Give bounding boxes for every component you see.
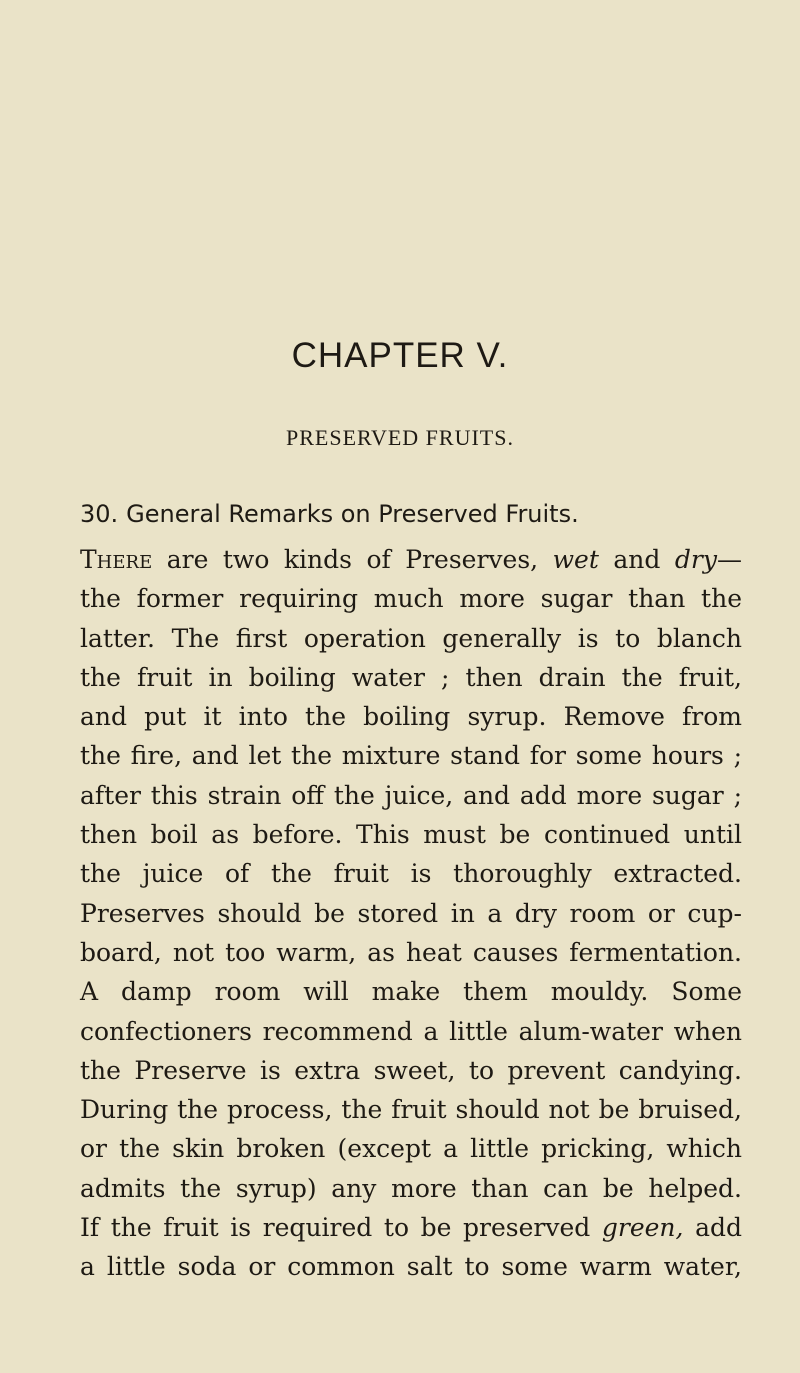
text-run: the fruit in boiling water ; then drain the fruit, bbox=[80, 662, 742, 692]
italic-text: green, bbox=[601, 1213, 684, 1243]
text-run: the fire, and let the mixture stand for some hours ; bbox=[80, 741, 742, 771]
text-run: the Preserve is extra sweet, to prevent candying. bbox=[80, 1055, 742, 1085]
text-run: and bbox=[598, 545, 675, 574]
text-run: admits the syrup) any more than can be helped. bbox=[80, 1173, 742, 1203]
text-line bbox=[80, 697, 742, 736]
text-run: A damp room will make them mouldy. Some bbox=[80, 977, 742, 1007]
text-line bbox=[80, 776, 742, 815]
text-line bbox=[80, 1208, 742, 1247]
chapter-title: CHAPTER V. bbox=[291, 336, 509, 375]
text-run: then boil as before. This must be continued until bbox=[80, 820, 742, 850]
text-run: after this strain off the juice, and add more sugar ; bbox=[80, 780, 742, 810]
text-line bbox=[80, 1012, 742, 1051]
text-line bbox=[80, 579, 742, 618]
subsection-title: General Remarks on Preserved Fruits. bbox=[126, 500, 579, 528]
text-line bbox=[80, 933, 742, 972]
text-line bbox=[80, 854, 742, 893]
text-run: and put it into the boiling syrup. Remove from bbox=[80, 702, 742, 732]
text-line bbox=[80, 658, 742, 697]
text-line bbox=[80, 1129, 742, 1168]
text-run: add bbox=[683, 1213, 742, 1243]
text-line bbox=[80, 619, 742, 658]
text-line bbox=[80, 1051, 742, 1090]
text-run: confectioners recommend a little alum-water when bbox=[80, 1016, 742, 1046]
text-run: Preserves should be stored in a dry room or cup- bbox=[80, 898, 742, 928]
italic-text: wet bbox=[552, 545, 599, 574]
text-run: board, not too warm, as heat causes fermentation. bbox=[80, 937, 742, 967]
subsection-heading bbox=[80, 498, 740, 530]
text-line bbox=[80, 815, 742, 854]
subsection-number: 30. bbox=[80, 500, 119, 528]
small-caps-text: There bbox=[80, 545, 153, 574]
text-line bbox=[80, 972, 742, 1011]
text-run: During the process, the fruit should not be bruised, bbox=[80, 1095, 742, 1125]
body-paragraph bbox=[80, 540, 742, 1287]
text-run: If the fruit is required to be preserved bbox=[80, 1213, 602, 1243]
text-run: or the skin broken (except a little pricking, which bbox=[80, 1134, 742, 1164]
text-run: are two kinds of Preserves, bbox=[152, 545, 553, 574]
text-run: — bbox=[717, 545, 742, 574]
text-run: latter. The first operation generally is to blanch bbox=[80, 623, 742, 653]
section-title: PRESERVED FRUITS. bbox=[286, 425, 514, 450]
text-run: a little soda or common salt to some warm water, bbox=[80, 1252, 742, 1282]
italic-text: dry bbox=[674, 545, 717, 574]
text-run: the former requiring much more sugar than the bbox=[80, 584, 742, 614]
text-run: the juice of the fruit is thoroughly extracted. bbox=[80, 859, 742, 889]
text-line bbox=[80, 736, 742, 775]
text-line bbox=[80, 894, 742, 933]
text-line bbox=[80, 1090, 742, 1129]
text-line bbox=[80, 540, 742, 579]
text-line bbox=[80, 1169, 742, 1208]
text-line bbox=[80, 1247, 742, 1286]
